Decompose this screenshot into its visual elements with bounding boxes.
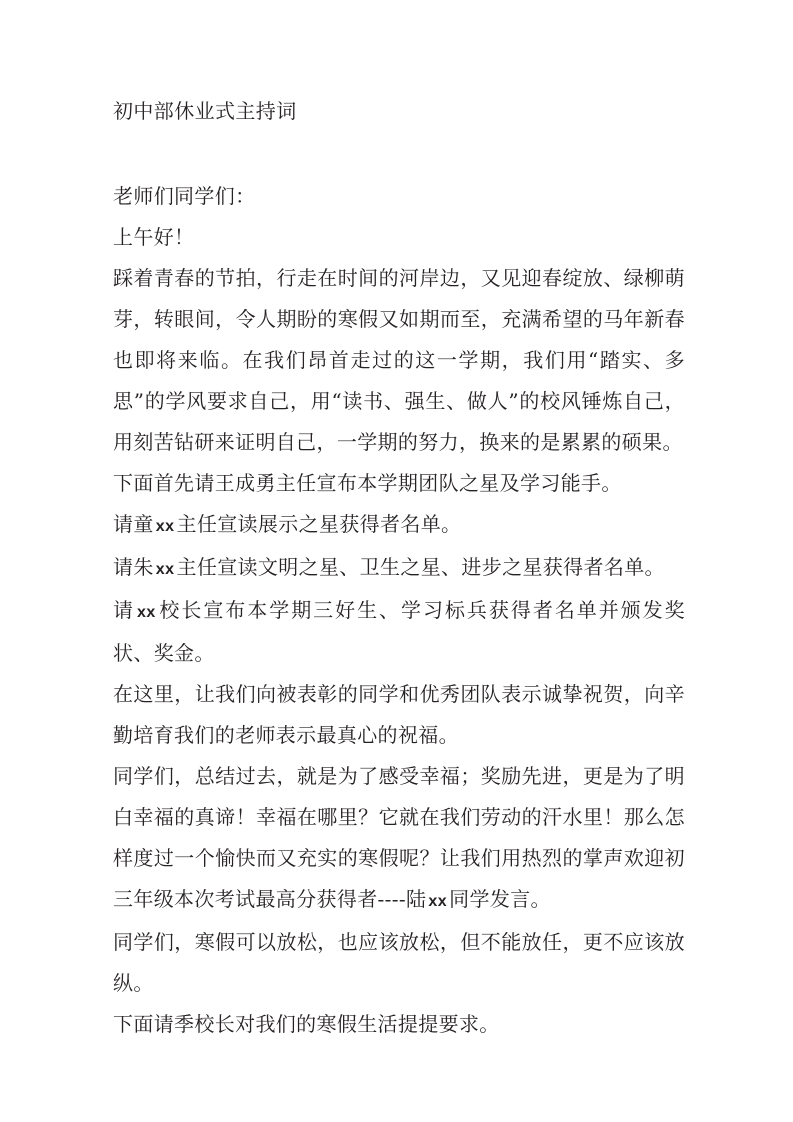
paragraph-opening-remarks <box>113 258 685 463</box>
paragraph-announce-three-good-student <box>113 590 685 674</box>
paragraph-announce-display-star <box>113 504 685 547</box>
document-body <box>113 96 685 1045</box>
paragraph-winter-break-advice <box>113 922 685 1004</box>
paragraph-text: 下面请季校长对我们的寒假生活提提要求。 <box>113 1012 500 1036</box>
paragraph-greeting <box>113 217 685 258</box>
paragraph-text: 踩着青春的节拍，行走在时间的河岸边，又见迎春绽放、绿柳萌芽，转眼间，令人期盼的寒假又如期而至，充满希望的马年新春也即将来临。在我们昂首走过的这一学期，我们用“踏实、多思”的学风要求自己，用“读书、强生、做人”的校风锤炼自己，用刻苦钻研来证明自己，一学期的努力，换来的是累累的硕果。 <box>113 266 685 454</box>
title-spacer <box>113 126 685 176</box>
name-placeholder: xx <box>428 893 448 910</box>
paragraph-happiness-speech <box>113 756 685 922</box>
paragraph-text: 老师们同学们： <box>113 184 256 208</box>
paragraph-text: 请童 xx 主任宣读展示之星获得者名单。 <box>113 512 462 536</box>
paragraph-text: 在这里，让我们向被表彰的同学和优秀团队表示诚挚祝贺，向辛勤培育我们的老师表示最真心的祝福。 <box>113 682 685 747</box>
name-placeholder: xx <box>136 604 156 621</box>
paragraph-text: 上午好！ <box>113 225 195 249</box>
paragraph-announce-civility-star <box>113 547 685 590</box>
paragraph-text: 请 xx 校长宣布本学期三好生、学习标兵获得者名单并颁发奖状、奖金。 <box>113 598 685 665</box>
paragraph-announce-team-star <box>113 463 685 504</box>
paragraph-text: 同学们，寒假可以放松，也应该放松，但不能放任，更不应该放纵。 <box>113 930 685 995</box>
paragraph-congratulations <box>113 674 685 756</box>
name-placeholder: xx <box>155 518 175 535</box>
paragraph-principal-request <box>113 1004 685 1045</box>
name-placeholder: xx <box>155 561 175 578</box>
paragraph-text: 下面首先请王成勇主任宣布本学期团队之星及学习能手。 <box>113 471 622 495</box>
document-title: 初中部休业式主持词 <box>113 99 297 123</box>
paragraph-text: 请朱 xx 主任宣读文明之星、卫生之星、进步之星获得者名单。 <box>113 555 665 579</box>
paragraph-text: 同学们，总结过去，就是为了感受幸福；奖励先进，更是为了明白幸福的真谛！幸福在哪里？它就在我们劳动的汗水里！那么怎样度过一个愉快而又充实的寒假呢？让我们用热烈的掌声欢迎初三年级本次考试最高分获得者----陆 xx 同学发言。 <box>113 764 685 911</box>
paragraph-salutation <box>113 176 685 217</box>
